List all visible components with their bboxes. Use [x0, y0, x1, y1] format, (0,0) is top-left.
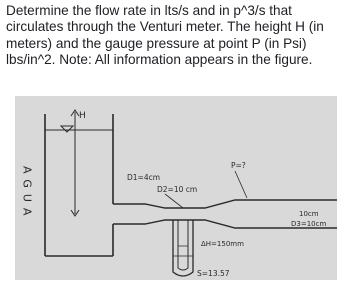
venturi-sketch — [15, 96, 337, 280]
question-text: Determine the flow rate in lts/s and in p^3/s that circulates through the Venturi meter. The height H (in meters) and the gauge pressure at point P (in Psi) lbs/in^2. Note: All information appears in the figure. — [6, 3, 324, 67]
pressure-label: P=? — [231, 161, 246, 170]
specific-gravity-label: S=13.57 — [197, 269, 230, 278]
d3-label: D3=10cm — [291, 220, 327, 228]
d1-label: D1=4cm — [127, 173, 161, 182]
delta-h-label: ΔH=150mm — [201, 240, 244, 248]
d2-label: D2=10 cm — [157, 185, 198, 194]
venturi-meter-figure — [15, 96, 337, 280]
fluid-label: AGUA — [20, 166, 34, 222]
length-label: 10cm — [299, 210, 319, 218]
tank-height-label: H — [79, 111, 86, 121]
